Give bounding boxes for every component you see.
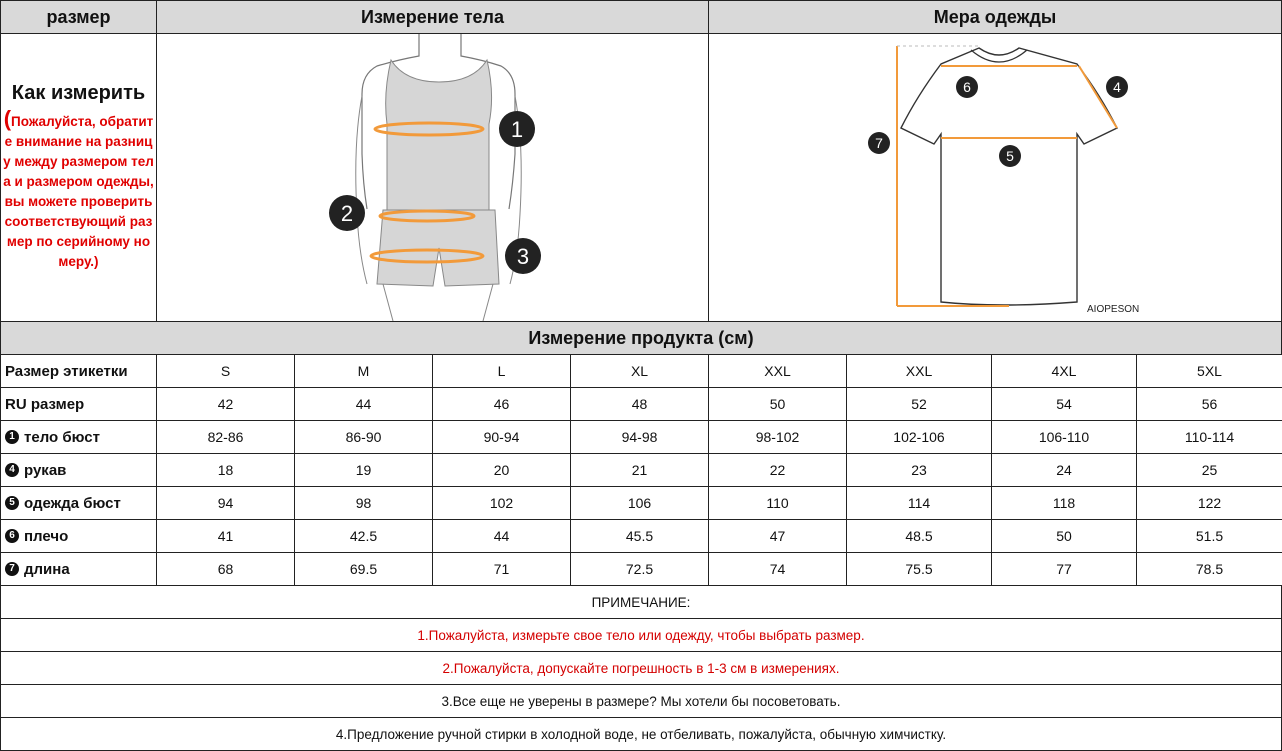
marker-2-icon bbox=[329, 195, 365, 231]
note-row-2 bbox=[0, 651, 1282, 685]
table-cell: 18 bbox=[156, 453, 295, 487]
notes-heading-row bbox=[0, 585, 1282, 619]
table-cell: 21 bbox=[570, 453, 709, 487]
table-cell: 90-94 bbox=[432, 420, 571, 454]
how-to-measure-note bbox=[1, 106, 156, 272]
table-cell: 69.5 bbox=[294, 552, 433, 586]
table-cell: 44 bbox=[432, 519, 571, 553]
note-row-1 bbox=[0, 618, 1282, 652]
row-label-text: тело бюст bbox=[24, 428, 100, 446]
how-to-measure-cell bbox=[0, 33, 157, 322]
note-item-3: 3.Все еще не уверены в размере? Мы хотели бы посоветовать. bbox=[441, 693, 841, 709]
table-cell: 74 bbox=[708, 552, 847, 586]
row-label-text: длина bbox=[24, 560, 70, 578]
number-badge-icon: 7 bbox=[5, 562, 19, 576]
table-row-label bbox=[0, 519, 157, 553]
table-cell: 78.5 bbox=[1136, 552, 1282, 586]
table-cell: 52 bbox=[846, 387, 992, 421]
table-cell: 5XL bbox=[1136, 354, 1282, 388]
table-cell: 42.5 bbox=[294, 519, 433, 553]
table-cell: 20 bbox=[432, 453, 571, 487]
body-measure-header bbox=[156, 0, 709, 34]
how-to-measure-title: Как измерить bbox=[11, 82, 146, 104]
svg-text:5: 5 bbox=[1006, 148, 1014, 164]
table-cell: 102-106 bbox=[846, 420, 992, 454]
table-cell: 23 bbox=[846, 453, 992, 487]
notes-heading: ПРИМЕЧАНИЕ: bbox=[591, 594, 691, 610]
table-cell: 110-114 bbox=[1136, 420, 1282, 454]
table-cell: S bbox=[156, 354, 295, 388]
table-cell: 98-102 bbox=[708, 420, 847, 454]
table-cell: 4XL bbox=[991, 354, 1137, 388]
clothes-measure-header bbox=[708, 0, 1282, 34]
row-label-text: рукав bbox=[24, 461, 67, 479]
body-figure-illustration bbox=[157, 34, 708, 321]
table-cell: 106 bbox=[570, 486, 709, 520]
table-cell: 24 bbox=[991, 453, 1137, 487]
table-cell: L bbox=[432, 354, 571, 388]
number-badge-icon: 1 bbox=[5, 430, 19, 444]
table-cell: XL bbox=[570, 354, 709, 388]
table-row-label bbox=[0, 387, 157, 421]
table-row-label bbox=[0, 486, 157, 520]
number-badge-icon: 4 bbox=[5, 463, 19, 477]
table-cell: 71 bbox=[432, 552, 571, 586]
table-cell: 94 bbox=[156, 486, 295, 520]
shirt-figure-cell bbox=[708, 33, 1282, 322]
table-cell: 51.5 bbox=[1136, 519, 1282, 553]
table-cell: 48.5 bbox=[846, 519, 992, 553]
table-cell: 75.5 bbox=[846, 552, 992, 586]
note-row-3 bbox=[0, 684, 1282, 718]
table-cell: 42 bbox=[156, 387, 295, 421]
row-label-text: плечо bbox=[24, 527, 69, 545]
table-row-label bbox=[0, 420, 157, 454]
table-cell: XXL bbox=[846, 354, 992, 388]
note-item-2: 2.Пожалуйста, допускайте погрешность в 1-3 см в измерениях. bbox=[442, 660, 840, 676]
product-measure-title: Измерение продукта (см) bbox=[528, 327, 754, 348]
note-item-4: 4.Предложение ручной стирки в холодной воде, не отбеливать, пожалуйста, обычную химчистку. bbox=[335, 726, 947, 742]
marker-5-icon bbox=[999, 145, 1021, 167]
table-cell: 72.5 bbox=[570, 552, 709, 586]
row-label-text: одежда бюст bbox=[24, 494, 121, 512]
clothes-measure-title: Мера одежды bbox=[933, 6, 1057, 27]
table-cell: XXL bbox=[708, 354, 847, 388]
number-badge-icon: 5 bbox=[5, 496, 19, 510]
table-cell: 68 bbox=[156, 552, 295, 586]
shirt-figure-illustration bbox=[709, 34, 1281, 321]
row-label-text: Размер этикетки bbox=[5, 362, 128, 380]
table-cell: 46 bbox=[432, 387, 571, 421]
table-cell: 48 bbox=[570, 387, 709, 421]
table-cell: 44 bbox=[294, 387, 433, 421]
table-cell: 98 bbox=[294, 486, 433, 520]
svg-text:7: 7 bbox=[875, 135, 883, 151]
number-badge-icon: 6 bbox=[5, 529, 19, 543]
body-measure-title: Измерение тела bbox=[361, 6, 504, 27]
how-to-measure-note-text: Пожалуйста, обратите внимание на разницу между размером тела и размером одежды, вы можете проверить соответствующий размер по серийному номеру.) bbox=[3, 114, 154, 269]
table-cell: 82-86 bbox=[156, 420, 295, 454]
table-cell: 47 bbox=[708, 519, 847, 553]
svg-text:3: 3 bbox=[516, 244, 530, 269]
table-cell: 22 bbox=[708, 453, 847, 487]
size-header-label: размер bbox=[46, 6, 111, 27]
svg-text:4: 4 bbox=[1113, 79, 1121, 95]
body-figure-cell bbox=[156, 33, 709, 322]
table-cell: 94-98 bbox=[570, 420, 709, 454]
size-header-cell bbox=[0, 0, 157, 34]
table-cell: 102 bbox=[432, 486, 571, 520]
table-cell: 106-110 bbox=[991, 420, 1137, 454]
note-row-4 bbox=[0, 717, 1282, 751]
table-cell: 25 bbox=[1136, 453, 1282, 487]
table-cell: 19 bbox=[294, 453, 433, 487]
brand-label: AIOPESON bbox=[1087, 304, 1140, 315]
table-cell: 45.5 bbox=[570, 519, 709, 553]
note-item-1: 1.Пожалуйста, измерьте свое тело или одежду, чтобы выбрать размер. bbox=[417, 627, 865, 643]
table-cell: 41 bbox=[156, 519, 295, 553]
table-row-label bbox=[0, 354, 157, 388]
svg-text:6: 6 bbox=[963, 79, 971, 95]
marker-3-icon bbox=[505, 238, 541, 274]
marker-6-icon bbox=[956, 76, 978, 98]
table-cell: M bbox=[294, 354, 433, 388]
table-row-label bbox=[0, 552, 157, 586]
table-cell: 118 bbox=[991, 486, 1137, 520]
svg-text:1: 1 bbox=[510, 117, 524, 142]
table-cell: 50 bbox=[708, 387, 847, 421]
open-paren: ( bbox=[3, 106, 12, 131]
row-label-text: RU размер bbox=[5, 395, 85, 413]
table-cell: 114 bbox=[846, 486, 992, 520]
table-cell: 77 bbox=[991, 552, 1137, 586]
product-measure-header bbox=[0, 321, 1282, 355]
table-cell: 122 bbox=[1136, 486, 1282, 520]
table-cell: 56 bbox=[1136, 387, 1282, 421]
svg-text:2: 2 bbox=[340, 201, 354, 226]
table-cell: 50 bbox=[991, 519, 1137, 553]
table-cell: 54 bbox=[991, 387, 1137, 421]
table-cell: 110 bbox=[708, 486, 847, 520]
marker-1-icon bbox=[499, 111, 535, 147]
marker-7-icon bbox=[868, 132, 890, 154]
table-cell: 86-90 bbox=[294, 420, 433, 454]
marker-4-icon bbox=[1106, 76, 1128, 98]
table-row-label bbox=[0, 453, 157, 487]
